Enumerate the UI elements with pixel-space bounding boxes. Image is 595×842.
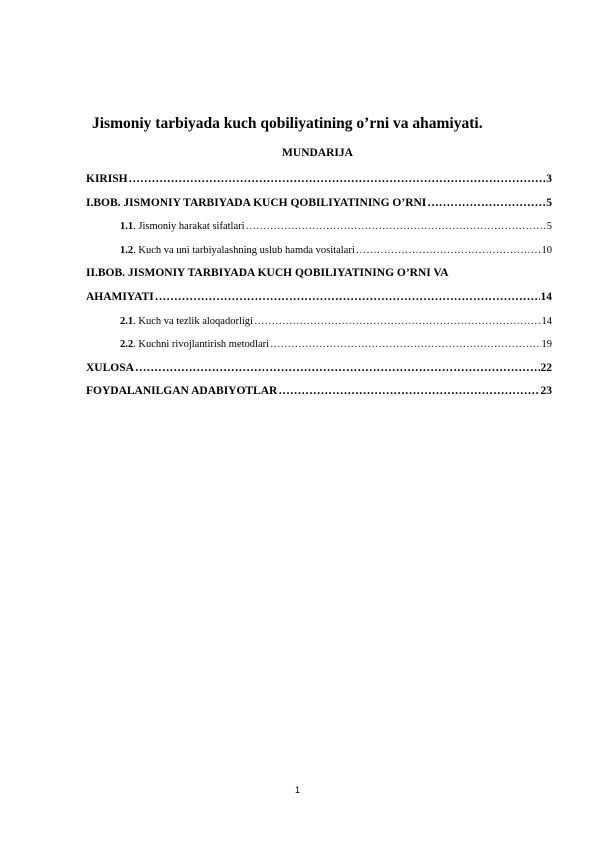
toc-dot-leader [356,239,541,263]
toc-dot-leader [246,215,546,239]
toc-page-number: 14 [541,315,552,327]
toc-section-number: 1.2 [120,244,134,256]
toc-page-number: 5 [546,196,552,209]
toc-dot-leader [278,380,539,404]
toc-section-title: . Kuchni rivojlantirish metodlari [133,339,270,351]
document-title [92,115,483,133]
toc-dot-leader [254,310,541,334]
toc-page-number: 19 [541,339,552,351]
toc-page-number: 5 [546,221,552,233]
toc-section-number: 2.1 [120,315,134,327]
toc-entry-label: XULOSA [86,361,134,374]
toc-entry-bob2[interactable] [86,286,552,310]
toc-dot-leader [129,168,546,192]
table-of-contents [86,168,552,404]
toc-page-number: 22 [540,361,552,374]
toc-section-number: 2.2 [120,339,134,351]
toc-page-number: 3 [546,173,552,185]
toc-section-title: . Kuch va tezlik aloqadorligi [133,315,253,327]
toc-entry-label [120,333,269,357]
toc-entry-bob1[interactable] [86,192,552,216]
toc-page-number: 10 [541,244,552,256]
toc-dot-leader [155,286,540,310]
toc-entry-label [120,239,355,263]
toc-dot-leader [427,192,545,216]
toc-entry-1-1[interactable] [86,215,552,239]
toc-entry-bob2-line1[interactable] [86,262,552,286]
toc-page-number: 23 [540,385,552,398]
toc-entry-label: KIRISH [86,173,128,185]
toc-entry-label: I.BOB. JISMONIY TARBIYADA KUCH QOBILIYATINING O’RNI [86,196,427,209]
toc-entry-adabiyotlar[interactable] [86,380,552,404]
toc-entry-label: AHAMIYATI [86,290,154,303]
toc-section-number: 1.1 [120,221,134,233]
toc-entry-label [120,310,253,334]
toc-page-number: 14 [540,290,552,303]
toc-section-title: . Jismoniy harakat sifatlari [133,221,245,233]
toc-entry-label [120,215,245,239]
toc-entry-1-2[interactable] [86,239,552,263]
page-number: 1 [294,785,300,795]
toc-entry-label: FOYDALANILGAN ADABIYOTLAR [86,385,278,398]
title-text: Jismoniy tarbiyada kuch qobiliyatining o’rni va ahamiyati [92,115,479,132]
toc-entry-xulosa[interactable] [86,357,552,381]
toc-heading: MUNDARIJA [282,147,353,159]
toc-dot-leader [135,357,540,381]
title-period: . [478,115,483,132]
toc-entry-2-1[interactable] [86,310,552,334]
toc-entry-label: II.BOB. JISMONIY TARBIYADA KUCH QOBILIYATINING O’RNI VA [86,267,449,280]
toc-dot-leader [270,333,540,357]
toc-entry-kirish[interactable] [86,168,552,192]
toc-section-title: . Kuch va uni tarbiyalashning uslub hamda vositalari [133,244,355,256]
toc-entry-2-2[interactable] [86,333,552,357]
